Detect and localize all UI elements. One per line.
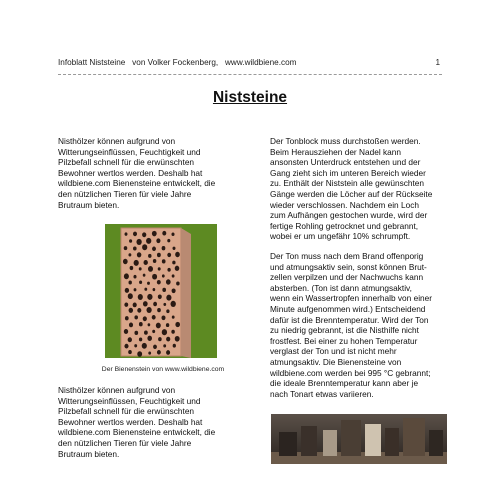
nest-hole bbox=[161, 315, 165, 320]
paragraph-intro bbox=[58, 136, 268, 210]
nest-hole bbox=[166, 323, 169, 327]
text-line: Pilzbefall schnell für die erwünschten bbox=[58, 157, 195, 168]
nest-hole bbox=[167, 268, 170, 272]
nest-hole bbox=[143, 316, 147, 321]
header-divider bbox=[58, 74, 442, 75]
nest-hole bbox=[173, 247, 176, 250]
nest-hole bbox=[152, 247, 156, 252]
kiln-bricks-image bbox=[271, 414, 447, 464]
text-line: wildbiene.com Bienensteine entwickelt, die bbox=[58, 178, 216, 189]
nest-hole bbox=[134, 260, 139, 266]
nest-hole bbox=[128, 337, 132, 342]
nest-hole bbox=[148, 352, 151, 355]
nest-hole bbox=[144, 288, 147, 291]
nest-hole bbox=[158, 295, 162, 300]
nest-hole bbox=[176, 281, 180, 285]
page-number: 1 bbox=[435, 58, 440, 67]
text-line: Minute aufgenommen wird.) Entscheidend bbox=[270, 303, 426, 314]
nest-hole bbox=[134, 315, 138, 319]
bee-brick-image bbox=[105, 224, 217, 358]
nest-hole bbox=[137, 308, 141, 313]
nest-hole bbox=[166, 279, 171, 284]
text-line: Bewohner wertlos werden. Deshalb hat bbox=[58, 167, 203, 178]
nest-hole bbox=[172, 261, 175, 265]
nest-hole bbox=[146, 238, 151, 244]
nest-hole bbox=[134, 344, 137, 347]
nest-hole bbox=[124, 303, 128, 307]
nest-hole bbox=[153, 288, 156, 291]
nest-hole bbox=[152, 274, 157, 280]
text-line: wieder verschlossen. Nachdem ein Loch bbox=[270, 199, 419, 210]
text-line: wildbiene.com werden bei 995 °C gebrannt; bbox=[270, 367, 431, 378]
nest-hole bbox=[147, 282, 150, 285]
nest-hole bbox=[128, 253, 131, 256]
bee-brick-photo bbox=[105, 224, 217, 358]
text-line: Bewohner wertlos werden. Deshalb hat bbox=[58, 416, 203, 427]
nest-hole bbox=[162, 274, 165, 277]
nest-hole bbox=[129, 323, 133, 328]
document-title: Niststeine bbox=[212, 89, 288, 106]
nest-hole bbox=[175, 252, 180, 257]
header-text: Infoblatt Niststeine von Volker Fockenberg, www.wildbiene.com bbox=[58, 58, 297, 67]
nest-hole bbox=[158, 337, 162, 341]
text-line: wobei er um ungefähr 10% schrumpft. bbox=[270, 231, 411, 242]
nest-hole bbox=[175, 336, 180, 342]
nest-hole bbox=[125, 316, 129, 320]
nest-hole bbox=[162, 259, 166, 263]
nest-hole bbox=[134, 331, 138, 335]
text-line: dafür ist die Brenntemperatur. Wird der Ton bbox=[270, 314, 429, 325]
nest-hole bbox=[129, 308, 134, 313]
nest-hole bbox=[156, 323, 161, 329]
text-line: verglast der Ton und ist nicht mehr bbox=[270, 346, 397, 357]
paragraph-clay-block bbox=[270, 136, 460, 242]
nest-hole bbox=[171, 233, 174, 237]
text-line: absterben. (Ton ist dann atmungsaktiv, bbox=[270, 282, 412, 293]
nest-hole bbox=[167, 239, 170, 243]
text-line: zu niedrig gebrannt, ist die Nisthilfe nicht bbox=[270, 325, 419, 336]
nest-hole bbox=[125, 232, 128, 235]
nest-hole bbox=[153, 345, 157, 349]
nest-hole bbox=[175, 322, 180, 327]
nest-hole bbox=[124, 344, 128, 349]
nest-hole bbox=[171, 330, 175, 334]
nest-hole bbox=[157, 253, 161, 257]
nest-hole bbox=[172, 274, 175, 277]
nest-hole bbox=[166, 337, 170, 342]
text-line: Pilzbefall schnell für die erwünschten bbox=[58, 406, 195, 417]
nest-hole bbox=[139, 337, 142, 341]
nest-hole bbox=[139, 267, 142, 270]
nest-hole bbox=[130, 266, 134, 270]
text-line: Witterungseinflüssen, Feuchtigkeit und bbox=[58, 395, 201, 406]
nest-hole bbox=[163, 303, 166, 306]
nest-hole bbox=[124, 329, 128, 334]
nest-hole bbox=[128, 350, 132, 354]
nest-hole bbox=[143, 274, 146, 277]
nest-hole bbox=[124, 273, 129, 279]
text-line: nach Tonart etwas variieren. bbox=[270, 388, 374, 399]
nest-hole bbox=[128, 293, 133, 299]
nest-hole bbox=[148, 254, 152, 258]
nest-hole bbox=[137, 252, 142, 257]
nest-hole bbox=[142, 244, 147, 250]
text-line: und atmungsaktiv sein, sonst können Brut- bbox=[270, 261, 427, 272]
text-line: Brutraum bieten. bbox=[58, 199, 120, 210]
nest-hole bbox=[157, 280, 161, 285]
nest-hole bbox=[157, 308, 161, 312]
nest-hole bbox=[171, 301, 176, 307]
paragraph-repeat bbox=[58, 385, 268, 459]
text-line: Nisthölzer können aufgrund von bbox=[58, 385, 176, 395]
firing-photo bbox=[271, 414, 447, 464]
nest-hole bbox=[166, 350, 170, 355]
nest-hole bbox=[144, 260, 148, 265]
text-line: Witterungseinflüssen, Feuchtigkeit und bbox=[58, 146, 201, 157]
nest-hole bbox=[172, 316, 175, 319]
nest-hole bbox=[152, 231, 157, 237]
nest-hole bbox=[153, 259, 157, 263]
nest-hole bbox=[158, 267, 161, 270]
nest-hole bbox=[152, 315, 156, 320]
nest-hole bbox=[147, 336, 152, 341]
nest-hole bbox=[172, 288, 176, 293]
text-line: Gang zieht sich im unteren Bereich wieder bbox=[270, 167, 426, 178]
nest-hole bbox=[123, 259, 128, 264]
nest-hole bbox=[143, 301, 148, 306]
nest-hole bbox=[142, 232, 146, 237]
nest-hole bbox=[144, 330, 148, 334]
text-line: wenn ein Wassertropfen innerhalb von einer bbox=[270, 293, 433, 304]
nest-hole bbox=[124, 246, 128, 250]
text-line: wildbiene.com Bienensteine entwickelt, die bbox=[58, 427, 216, 438]
nest-hole bbox=[167, 253, 171, 257]
text-line: Der Tonblock muss durchstoßen werden. bbox=[270, 136, 421, 146]
text-line: zellen verpilzen und der Nachwuchs kann bbox=[270, 272, 424, 283]
text-line: zu. Enthält der Niststein alle gewünschten bbox=[270, 178, 425, 189]
text-line: zum Aufhängen gestochen wurde, wird der bbox=[270, 210, 428, 221]
nest-hole bbox=[134, 288, 137, 291]
text-line: ansonsten Unterdruck entstehen und der bbox=[270, 157, 421, 168]
nest-hole bbox=[128, 281, 131, 285]
text-line: Der Ton muss nach dem Brand offenporig bbox=[270, 251, 424, 261]
text-line: die ideale Brenntemperatur kann aber je bbox=[270, 378, 419, 389]
page-header bbox=[58, 58, 442, 72]
text-line: Gänge werden die Löcher auf der Rückseite bbox=[270, 188, 433, 199]
text-line: den nützlichen Tieren für viele Jahre bbox=[58, 188, 192, 199]
nest-hole bbox=[142, 343, 147, 349]
text-line: den nützlichen Tieren für viele Jahre bbox=[58, 437, 192, 448]
nest-hole bbox=[157, 350, 161, 355]
nest-hole bbox=[139, 281, 142, 285]
nest-hole bbox=[163, 344, 166, 347]
nest-hole bbox=[148, 323, 151, 326]
nest-hole bbox=[133, 232, 137, 237]
nest-hole bbox=[173, 344, 176, 348]
text-line: fertige Rohling getrocknet und gebrannt, bbox=[270, 220, 419, 231]
text-line: Beim Herausziehen der Nadel kann bbox=[270, 146, 401, 157]
nest-hole bbox=[125, 288, 129, 293]
nest-hole bbox=[133, 275, 136, 279]
nest-hole bbox=[152, 330, 155, 333]
nest-hole bbox=[148, 266, 153, 272]
nest-hole bbox=[133, 246, 137, 250]
nest-hole bbox=[139, 322, 143, 326]
nest-hole bbox=[137, 351, 142, 357]
text-line: Brutraum bieten. bbox=[58, 448, 120, 459]
nest-hole bbox=[138, 294, 143, 300]
nest-hole bbox=[162, 231, 166, 236]
nest-hole bbox=[156, 238, 160, 243]
text-line: frostfest. Bei einer zu hohen Temperatur bbox=[270, 335, 418, 346]
nest-hole bbox=[129, 239, 132, 243]
nest-hole bbox=[162, 288, 166, 292]
text-line: Nisthölzer können aufgrund von bbox=[58, 136, 176, 146]
nest-hole bbox=[133, 303, 137, 308]
nest-hole bbox=[162, 329, 167, 335]
nest-hole bbox=[175, 266, 180, 271]
nest-hole bbox=[166, 295, 171, 301]
nest-hole bbox=[166, 309, 169, 313]
nest-hole bbox=[147, 294, 152, 300]
figure-caption: Der Bienenstein von www.wildbiene.com bbox=[101, 366, 225, 373]
paragraph-firing bbox=[270, 251, 465, 399]
nest-hole bbox=[153, 302, 157, 306]
nest-hole bbox=[146, 307, 151, 313]
nest-hole bbox=[136, 239, 141, 245]
nest-hole bbox=[162, 246, 166, 250]
text-line: atmungsaktiv. Die Bienensteine von bbox=[270, 356, 402, 367]
